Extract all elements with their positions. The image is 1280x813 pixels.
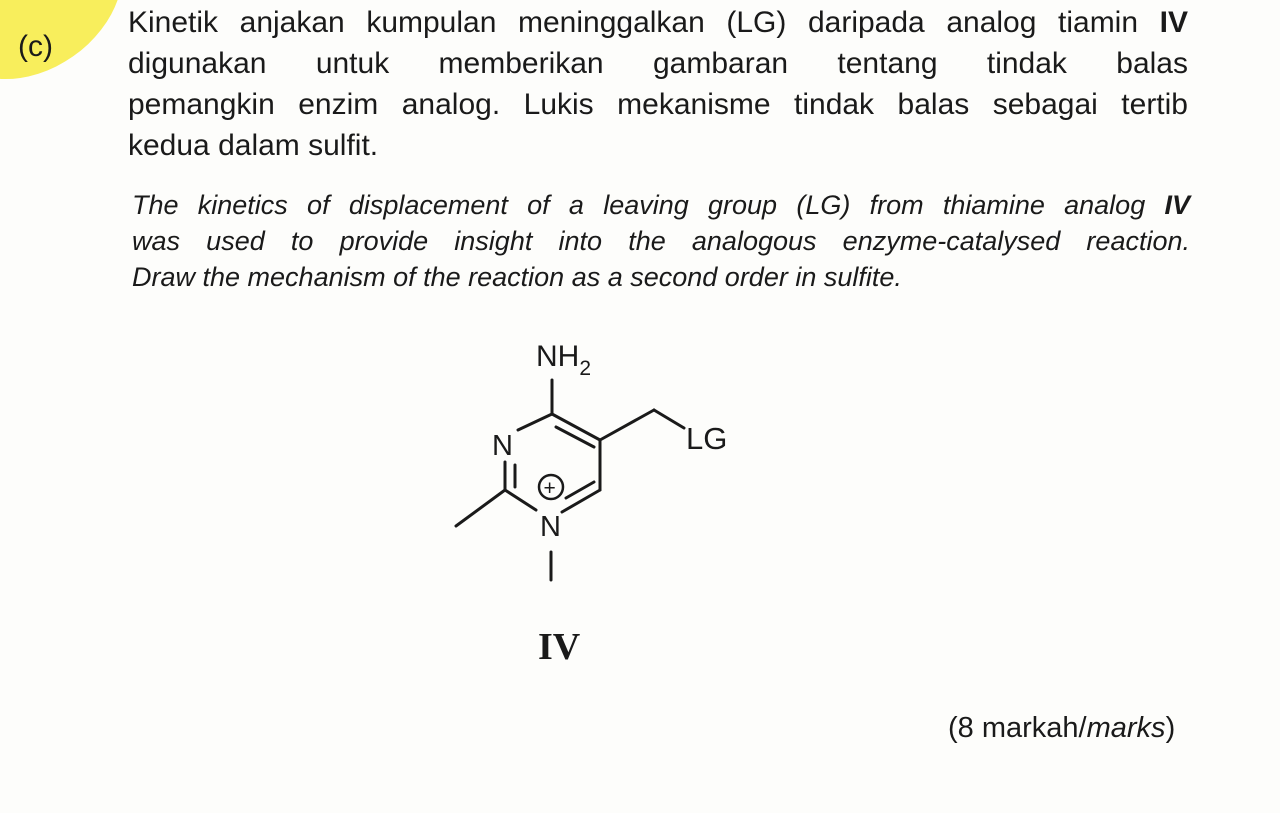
question-text-malay bbox=[128, 2, 1188, 166]
compound-ref-english: IV bbox=[1164, 190, 1190, 220]
question-text-english bbox=[132, 187, 1190, 295]
english-line-2: was used to provide insight into the analogous enzyme-catalysed reaction. bbox=[132, 226, 1190, 256]
question-label: (c) bbox=[18, 30, 53, 63]
bond-ch2-lg bbox=[654, 410, 684, 428]
compound-ref: IV bbox=[1159, 6, 1188, 39]
marks-label: (8 markah/marks) bbox=[948, 712, 1176, 744]
compound-label: IV bbox=[538, 626, 581, 668]
bond-c4-c5-double bbox=[556, 427, 594, 447]
bond-c2-n1 bbox=[505, 490, 536, 510]
lg-label: LG bbox=[686, 421, 728, 456]
english-line-3: Draw the mechanism of the reaction as a second order in sulfite. bbox=[132, 262, 902, 292]
bond-c4-n3 bbox=[518, 414, 552, 430]
malay-line-2: digunakan untuk memberikan gambaran tentang tindak balas bbox=[128, 47, 1188, 80]
n-top-label: N bbox=[492, 430, 513, 462]
charge-sign: + bbox=[543, 477, 556, 500]
english-line-1: The kinetics of displacement of a leaving group (LG) from thiamine analog IV bbox=[132, 190, 1190, 220]
malay-line-1: Kinetik anjakan kumpulan meninggalkan (LG) daripada analog tiamin IV bbox=[128, 6, 1188, 39]
n-bottom-label: N bbox=[540, 511, 561, 543]
bond-methyl bbox=[456, 490, 505, 526]
malay-line-4: kedua dalam sulfit. bbox=[128, 129, 379, 162]
bond-c6-n1 bbox=[562, 490, 600, 512]
bond-c5-ch2 bbox=[600, 410, 654, 440]
chemical-structure bbox=[430, 330, 790, 620]
nh2-label: $NH_2$ bbox=[536, 340, 592, 380]
malay-line-3: pemangkin enzim analog. Lukis mekanisme tindak balas sebagai tertib bbox=[128, 88, 1188, 121]
